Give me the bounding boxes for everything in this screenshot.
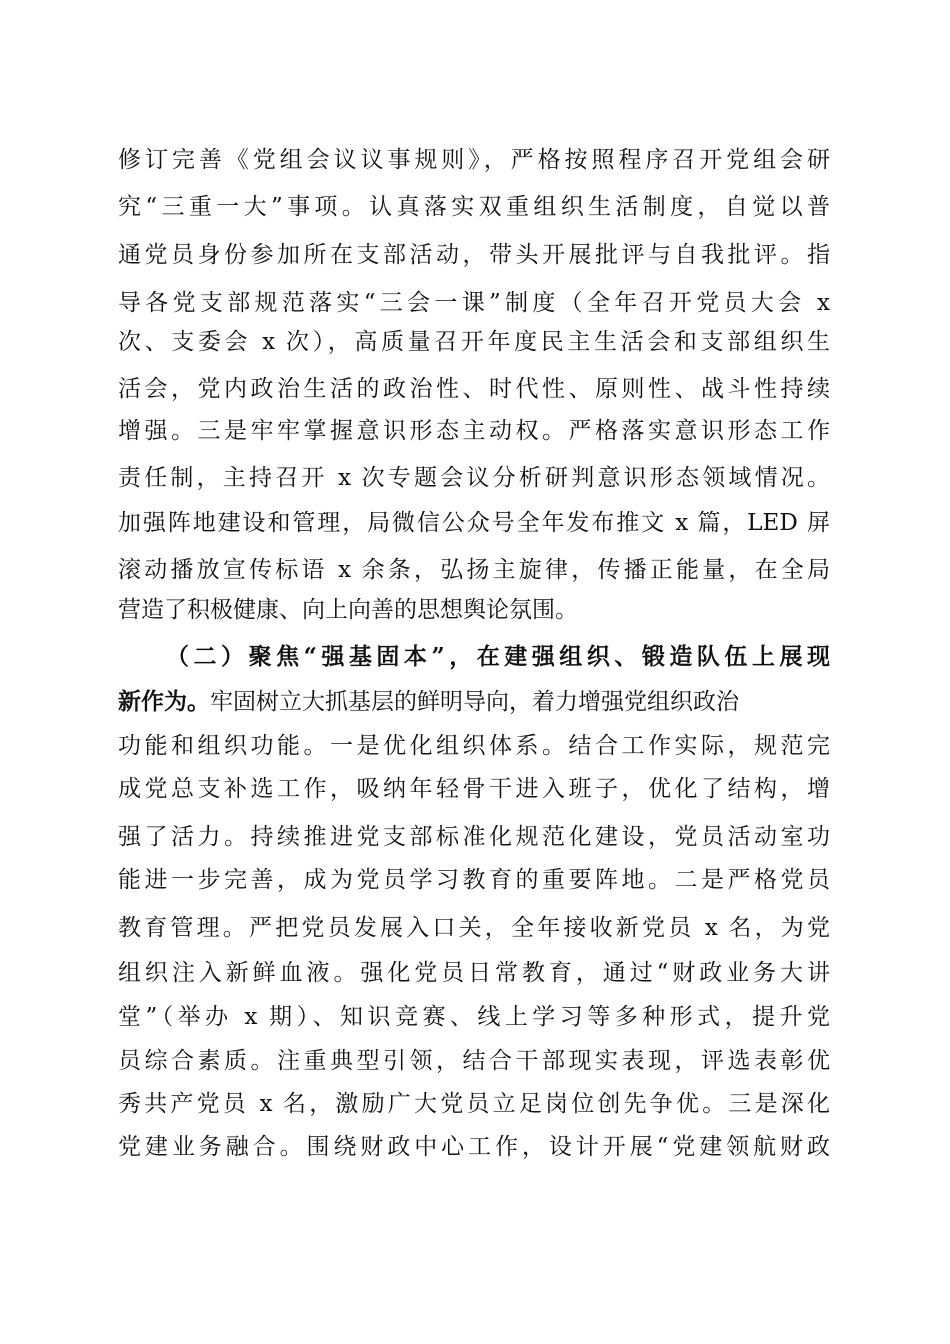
text-line: 员综合素质。注重典型引领，结合干部现实表现，评选表彰优 (118, 1048, 830, 1074)
text-line: 通党员身份参加所在支部活动，带头开展批评与自我批评。指 (118, 242, 830, 268)
text-line: 秀共产党员 x 名，激励广大党员立足岗位创先争优。三是深化 (118, 1091, 830, 1117)
text-line: 滚动播放宣传标语 x 余条，弘扬主旋律，传播正能量，在全局 (118, 557, 830, 583)
text-line: 能进一步完善，成为党员学习教育的重要阵地。二是严格党员 (118, 867, 830, 893)
text-line: 堂”（举办 x 期）、知识竞赛、线上学习等多种形式，提升党 (118, 1004, 830, 1030)
text-line: 强了活力。持续推进党支部标准化规范化建设，党员活动室功 (118, 824, 830, 850)
text-line: 功能和组织功能。一是优化组织体系。结合工作实际，规范完 (118, 733, 830, 759)
text-line: 加强阵地建设和管理，局微信公众号全年发布推文 x 篇，LED 屏 (118, 510, 830, 536)
text-line: 次、支委会 x 次），高质量召开年度民主生活会和支部组织生 (118, 329, 830, 355)
text-line: 责任制，主持召开 x 次专题会议分析研判意识形态领域情况。 (118, 465, 830, 491)
text-line: 增强。三是牢牢掌握意识形态主动权。严格落实意识形态工作 (118, 418, 830, 444)
text-line: 党建业务融合。围绕财政中心工作，设计开展“党建领航财政 (118, 1134, 830, 1160)
section-heading-tail: 新作为。 (118, 688, 210, 715)
paragraph-text: 牢固树立大抓基层的鲜明导向，着力增强党组织政治 (210, 689, 739, 715)
text-line: 导各党支部规范落实“三会一课”制度（全年召开党员大会 x (118, 290, 830, 316)
text-line: 修订完善《党组会议议事规则》，严格按照程序召开党组会研 (118, 147, 830, 173)
text-line: 营造了积极健康、向上向善的思想舆论氛围。 (118, 597, 578, 623)
section-heading-continuation (118, 682, 830, 722)
text-line: 教育管理。严把党员发展入口关，全年接收新党员 x 名，为党 (118, 915, 830, 941)
text-line: 成党总支补选工作，吸纳年轻骨干进入班子，优化了结构，增 (118, 776, 830, 802)
text-line: 活会，党内政治生活的政治性、时代性、原则性、战斗性持续 (118, 376, 830, 402)
text-line: 组织注入新鲜血液。强化党员日常教育，通过“财政业务大讲 (118, 960, 830, 986)
text-line: 究“三重一大”事项。认真落实双重组织生活制度，自觉以普 (118, 194, 830, 220)
section-heading: （二）聚焦“强基固本”，在建强组织、锻造队伍上展现 (166, 643, 830, 670)
